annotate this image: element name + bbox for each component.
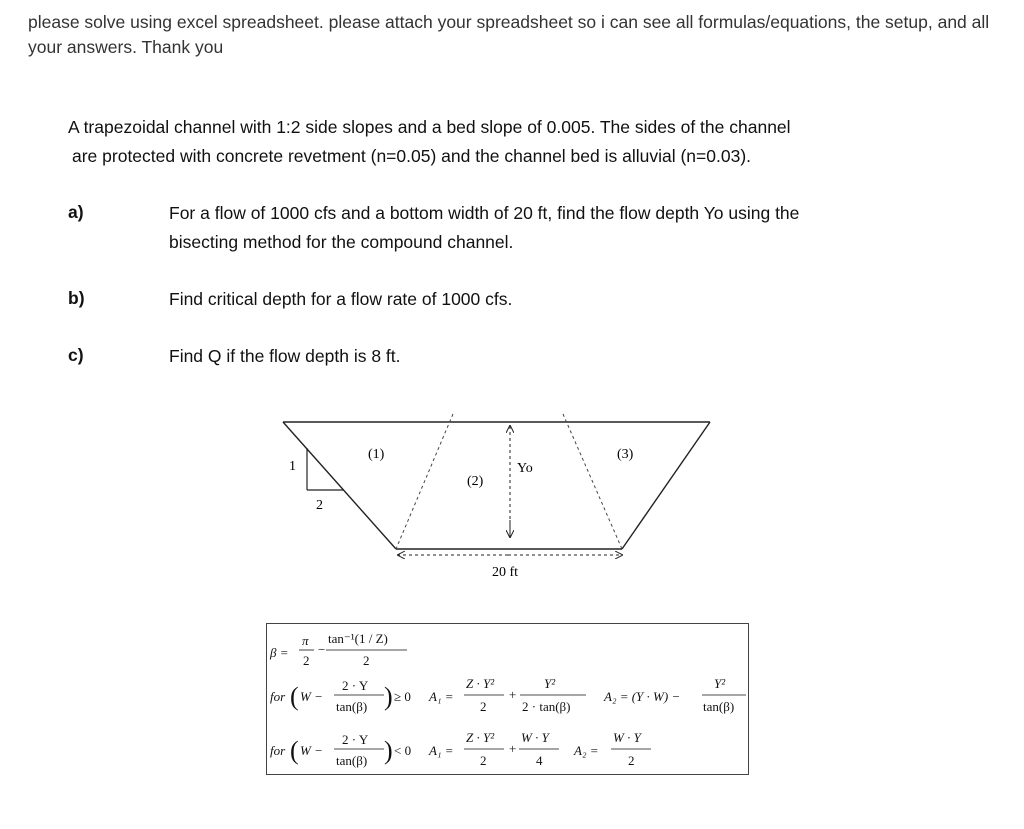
a2-expression: A₂ = (Y · W) − <box>604 689 681 704</box>
y2-numerator-a2: Y² <box>714 676 726 691</box>
equations-box <box>266 623 749 775</box>
pi-denominator: 2 <box>303 653 310 668</box>
beta-lhs: β = <box>270 645 289 660</box>
two-y-numerator-2: 2 · Y <box>342 732 369 747</box>
lt-zero: < 0 <box>394 743 412 758</box>
zy2-denominator-2: 2 <box>480 753 487 768</box>
wy-numerator-2: W · Y <box>613 730 641 745</box>
divider-right <box>563 414 622 549</box>
region-1-label: (1) <box>368 447 385 462</box>
minus-sign-1: − <box>318 642 326 657</box>
tan-beta-denominator-2: tan(β) <box>336 753 368 768</box>
part-b-text: Find critical depth for a flow rate of 1000 cfs. <box>169 289 513 309</box>
w-minus-2: W − <box>300 743 323 758</box>
part-a-line-2: bisecting method for the compound channel. <box>169 232 514 252</box>
plus-1: + <box>509 687 517 702</box>
part-a-line-1: For a flow of 1000 cfs and a bottom width of 20 ft, find the flow depth Yo using the <box>169 203 800 223</box>
zy2-numerator-2: Z · Y² <box>466 730 495 745</box>
paren-close-2: ) <box>384 736 393 765</box>
a2-eq: A₂ = <box>574 743 599 758</box>
zy2-numerator-1: Z · Y² <box>466 676 495 691</box>
for-keyword-2: for <box>270 743 286 758</box>
problem-line-1: A trapezoidal channel with 1:2 side slopes and a bed slope of 0.005. The sides of the channel <box>68 117 791 137</box>
atan-numerator: tan⁻¹(1 / Z) <box>328 631 388 646</box>
region-3-label: (3) <box>617 447 634 462</box>
tan-beta-denominator-a2: tan(β) <box>703 699 735 714</box>
problem-line-2: are protected with concrete revetment (n=0.05) and the channel bed is alluvial (n=0.03). <box>72 146 752 166</box>
for-keyword-1: for <box>270 689 286 704</box>
a1-eq-2: A₁ = <box>429 743 454 758</box>
slope-label-vertical: 1 <box>289 459 296 474</box>
paren-open-1: ( <box>290 682 299 711</box>
paren-open-2: ( <box>290 736 299 765</box>
part-b-label: b) <box>68 288 85 308</box>
paren-close-1: ) <box>384 682 393 711</box>
request-text: please solve using excel spreadsheet. please attach your spreadsheet so i can see all formulas/equations, the setup, and all your answers. Thank you <box>28 12 990 57</box>
part-c-text: Find Q if the flow depth is 8 ft. <box>169 346 401 366</box>
wy-denominator-2: 2 <box>628 753 635 768</box>
tan-beta-denominator-1: tan(β) <box>336 699 368 714</box>
zy2-denominator-1: 2 <box>480 699 487 714</box>
wy-denominator-1: 4 <box>536 753 543 768</box>
left-bank-line <box>283 422 396 549</box>
region-2-label: (2) <box>467 474 484 489</box>
w-minus-1: W − <box>300 689 323 704</box>
part-a-label: a) <box>68 202 84 222</box>
divider-left <box>396 414 453 549</box>
width-label: 20 ft <box>492 565 519 580</box>
depth-label: Yo <box>517 461 533 476</box>
wy-numerator-1: W · Y <box>521 730 549 745</box>
two-y-numerator-1: 2 · Y <box>342 678 369 693</box>
pi-symbol: π <box>302 633 309 648</box>
a1-eq-1: A₁ = <box>429 689 454 704</box>
plus-2: + <box>509 741 517 756</box>
atan-denominator: 2 <box>363 653 370 668</box>
part-c-label: c) <box>68 345 84 365</box>
ge-zero: ≥ 0 <box>394 689 411 704</box>
two-tan-beta-denominator: 2 · tan(β) <box>522 699 571 714</box>
right-bank-line <box>622 422 710 549</box>
y2-numerator: Y² <box>544 676 556 691</box>
slope-label-horizontal: 2 <box>316 498 323 513</box>
